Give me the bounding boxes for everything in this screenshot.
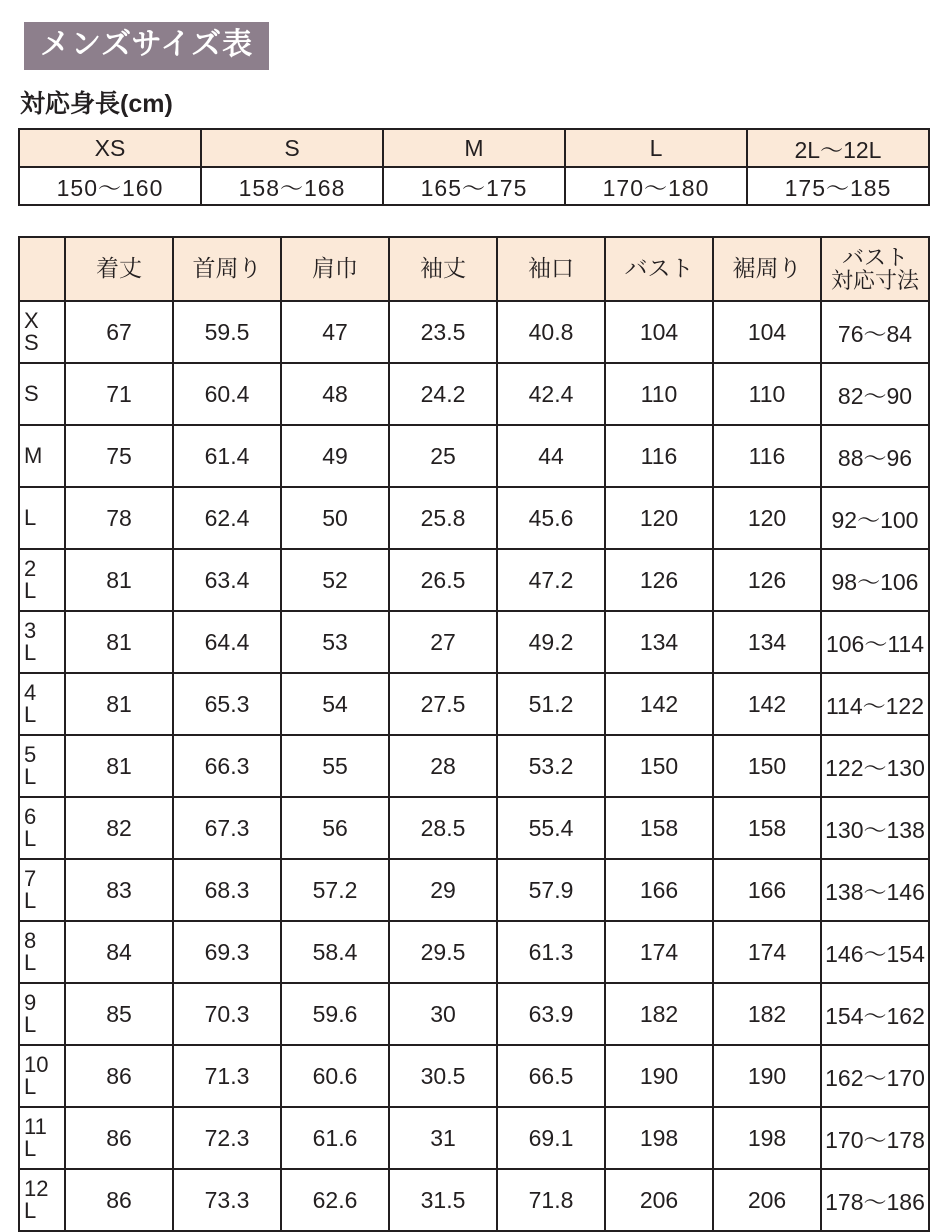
measurement-cell: 146〜154 <box>821 921 929 983</box>
measurement-table <box>18 236 930 1232</box>
table-row <box>19 301 929 363</box>
measurement-row-label-line: L <box>24 505 37 530</box>
measurement-cell: 66.3 <box>173 735 281 797</box>
measurement-cell: 86 <box>65 1045 173 1107</box>
measurement-cell: 178〜186 <box>821 1169 929 1231</box>
measurement-row-label-line: L <box>24 1012 37 1037</box>
measurement-row-label-line: L <box>24 578 37 603</box>
measurement-column-header: 肩巾 <box>281 237 389 301</box>
measurement-cell: 86 <box>65 1169 173 1231</box>
measurement-row-label <box>19 673 65 735</box>
measurement-row-label-line: 6 <box>24 804 37 829</box>
table-row <box>19 1107 929 1169</box>
measurement-cell: 25 <box>389 425 497 487</box>
measurement-cell: 26.5 <box>389 549 497 611</box>
measurement-row-label-line: L <box>24 888 37 913</box>
measurement-column-header-line: 対応寸法 <box>830 268 919 293</box>
table-row <box>19 859 929 921</box>
measurement-cell: 28.5 <box>389 797 497 859</box>
height-section-heading: 対応身長(cm) <box>20 90 173 118</box>
measurement-cell: 81 <box>65 673 173 735</box>
measurement-row-label <box>19 859 65 921</box>
measurement-cell: 67.3 <box>173 797 281 859</box>
measurement-cell: 71.8 <box>497 1169 605 1231</box>
measurement-cell: 81 <box>65 549 173 611</box>
table-row <box>19 487 929 549</box>
measurement-row-label-line: L <box>24 702 37 727</box>
measurement-cell: 142 <box>605 673 713 735</box>
measurement-cell: 63.4 <box>173 549 281 611</box>
measurement-cell: 158 <box>713 797 821 859</box>
measurement-cell: 158 <box>605 797 713 859</box>
measurement-cell: 44 <box>497 425 605 487</box>
measurement-cell: 53 <box>281 611 389 673</box>
measurement-cell: 69.1 <box>497 1107 605 1169</box>
measurement-cell: 150 <box>713 735 821 797</box>
measurement-cell: 81 <box>65 735 173 797</box>
measurement-row-label-line: L <box>24 950 37 975</box>
measurement-cell: 116 <box>605 425 713 487</box>
table-row <box>19 673 929 735</box>
table-row <box>19 1169 929 1231</box>
measurement-cell: 61.3 <box>497 921 605 983</box>
measurement-cell: 47 <box>281 301 389 363</box>
measurement-cell: 73.3 <box>173 1169 281 1231</box>
measurement-cell: 66.5 <box>497 1045 605 1107</box>
height-range-cell: 150〜160 <box>19 167 201 205</box>
measurement-row-label-line: 12 <box>24 1176 49 1201</box>
measurement-row-label <box>19 425 65 487</box>
measurement-row-label-line: L <box>24 1136 37 1161</box>
measurement-cell: 70.3 <box>173 983 281 1045</box>
measurement-row-label-line: L <box>24 826 37 851</box>
measurement-cell: 120 <box>605 487 713 549</box>
measurement-cell: 25.8 <box>389 487 497 549</box>
measurement-cell: 120 <box>713 487 821 549</box>
table-row <box>19 1045 929 1107</box>
measurement-row-label <box>19 487 65 549</box>
measurement-cell: 198 <box>605 1107 713 1169</box>
height-size-header: M <box>383 129 565 167</box>
measurement-column-header: 首周り <box>173 237 281 301</box>
height-size-header: 2L〜12L <box>747 129 929 167</box>
measurement-row-label-line: L <box>24 764 37 789</box>
page-title: メンズサイズ表 <box>24 22 269 70</box>
measurement-table-corner <box>19 237 65 301</box>
measurement-cell: 92〜100 <box>821 487 929 549</box>
measurement-cell: 42.4 <box>497 363 605 425</box>
measurement-row-label <box>19 1169 65 1231</box>
height-range-cell: 170〜180 <box>565 167 747 205</box>
measurement-cell: 98〜106 <box>821 549 929 611</box>
measurement-cell: 49 <box>281 425 389 487</box>
table-row <box>19 921 929 983</box>
measurement-cell: 84 <box>65 921 173 983</box>
measurement-row-label <box>19 921 65 983</box>
measurement-cell: 52 <box>281 549 389 611</box>
measurement-cell: 61.4 <box>173 425 281 487</box>
measurement-cell: 29.5 <box>389 921 497 983</box>
measurement-row-label-line: L <box>24 1074 37 1099</box>
measurement-cell: 49.2 <box>497 611 605 673</box>
measurement-column-header: バスト <box>605 237 713 301</box>
height-size-header: XS <box>19 129 201 167</box>
measurement-row-label <box>19 363 65 425</box>
measurement-cell: 67 <box>65 301 173 363</box>
measurement-cell: 50 <box>281 487 389 549</box>
measurement-cell: 62.4 <box>173 487 281 549</box>
measurement-cell: 170〜178 <box>821 1107 929 1169</box>
measurement-cell: 64.4 <box>173 611 281 673</box>
measurement-cell: 72.3 <box>173 1107 281 1169</box>
measurement-cell: 75 <box>65 425 173 487</box>
table-row <box>19 611 929 673</box>
measurement-column-header: 袖口 <box>497 237 605 301</box>
measurement-cell: 104 <box>713 301 821 363</box>
measurement-cell: 86 <box>65 1107 173 1169</box>
measurement-row-label-line: 7 <box>24 866 37 891</box>
measurement-cell: 81 <box>65 611 173 673</box>
table-row <box>19 797 929 859</box>
measurement-cell: 174 <box>713 921 821 983</box>
table-row <box>19 735 929 797</box>
height-size-header: S <box>201 129 383 167</box>
measurement-cell: 134 <box>605 611 713 673</box>
measurement-cell: 110 <box>713 363 821 425</box>
measurement-cell: 65.3 <box>173 673 281 735</box>
measurement-cell: 71 <box>65 363 173 425</box>
height-table <box>18 128 930 206</box>
measurement-cell: 206 <box>713 1169 821 1231</box>
measurement-cell: 47.2 <box>497 549 605 611</box>
measurement-row-label <box>19 549 65 611</box>
measurement-cell: 104 <box>605 301 713 363</box>
measurement-row-label-line: X <box>24 308 39 333</box>
height-table-value-row <box>19 167 929 205</box>
measurement-cell: 48 <box>281 363 389 425</box>
measurement-cell: 30 <box>389 983 497 1045</box>
measurement-cell: 166 <box>713 859 821 921</box>
measurement-cell: 31.5 <box>389 1169 497 1231</box>
measurement-row-label-line: 11 <box>24 1114 47 1139</box>
measurement-cell: 29 <box>389 859 497 921</box>
measurement-cell: 30.5 <box>389 1045 497 1107</box>
measurement-cell: 71.3 <box>173 1045 281 1107</box>
measurement-cell: 55 <box>281 735 389 797</box>
measurement-cell: 166 <box>605 859 713 921</box>
measurement-cell: 126 <box>605 549 713 611</box>
height-table-header-row <box>19 129 929 167</box>
measurement-cell: 59.6 <box>281 983 389 1045</box>
measurement-cell: 162〜170 <box>821 1045 929 1107</box>
measurement-cell: 60.4 <box>173 363 281 425</box>
measurement-cell: 182 <box>713 983 821 1045</box>
measurement-row-label-line: L <box>24 640 37 665</box>
measurement-cell: 60.6 <box>281 1045 389 1107</box>
measurement-cell: 23.5 <box>389 301 497 363</box>
measurement-row-label <box>19 797 65 859</box>
measurement-cell: 27.5 <box>389 673 497 735</box>
measurement-cell: 51.2 <box>497 673 605 735</box>
measurement-cell: 134 <box>713 611 821 673</box>
height-size-header: L <box>565 129 747 167</box>
measurement-cell: 126 <box>713 549 821 611</box>
measurement-cell: 28 <box>389 735 497 797</box>
height-range-cell: 165〜175 <box>383 167 565 205</box>
measurement-cell: 69.3 <box>173 921 281 983</box>
measurement-table-body <box>19 301 929 1231</box>
measurement-column-header: 袖丈 <box>389 237 497 301</box>
measurement-cell: 76〜84 <box>821 301 929 363</box>
measurement-cell: 206 <box>605 1169 713 1231</box>
measurement-cell: 182 <box>605 983 713 1045</box>
measurement-cell: 83 <box>65 859 173 921</box>
measurement-column-header <box>821 237 929 301</box>
measurement-cell: 130〜138 <box>821 797 929 859</box>
measurement-row-label-line: 8 <box>24 928 37 953</box>
section-spacer <box>14 206 926 236</box>
measurement-cell: 31 <box>389 1107 497 1169</box>
measurement-cell: 56 <box>281 797 389 859</box>
measurement-cell: 58.4 <box>281 921 389 983</box>
measurement-cell: 150 <box>605 735 713 797</box>
measurement-row-label <box>19 611 65 673</box>
measurement-row-label <box>19 301 65 363</box>
measurement-row-label-line: S <box>24 381 39 406</box>
table-row <box>19 425 929 487</box>
measurement-cell: 27 <box>389 611 497 673</box>
height-range-cell: 175〜185 <box>747 167 929 205</box>
measurement-row-label-line: 9 <box>24 990 37 1015</box>
measurement-row-label <box>19 735 65 797</box>
measurement-cell: 190 <box>605 1045 713 1107</box>
measurement-cell: 59.5 <box>173 301 281 363</box>
measurement-cell: 82〜90 <box>821 363 929 425</box>
measurement-cell: 122〜130 <box>821 735 929 797</box>
measurement-cell: 142 <box>713 673 821 735</box>
measurement-row-label-line: L <box>24 1198 37 1223</box>
measurement-table-header-row <box>19 237 929 301</box>
measurement-row-label <box>19 1045 65 1107</box>
measurement-cell: 55.4 <box>497 797 605 859</box>
measurement-row-label-line: S <box>24 330 39 355</box>
measurement-cell: 40.8 <box>497 301 605 363</box>
measurement-column-header-line: バスト <box>841 244 908 270</box>
measurement-row-label <box>19 1107 65 1169</box>
measurement-cell: 198 <box>713 1107 821 1169</box>
table-row <box>19 549 929 611</box>
measurement-cell: 57.9 <box>497 859 605 921</box>
height-range-cell: 158〜168 <box>201 167 383 205</box>
measurement-cell: 114〜122 <box>821 673 929 735</box>
measurement-cell: 45.6 <box>497 487 605 549</box>
measurement-cell: 54 <box>281 673 389 735</box>
measurement-row-label-line: 3 <box>24 618 37 643</box>
measurement-cell: 61.6 <box>281 1107 389 1169</box>
measurement-row-label-line: 10 <box>24 1052 49 1077</box>
measurement-row-label-line: 4 <box>24 680 37 705</box>
measurement-cell: 106〜114 <box>821 611 929 673</box>
measurement-cell: 88〜96 <box>821 425 929 487</box>
measurement-cell: 116 <box>713 425 821 487</box>
measurement-column-header: 着丈 <box>65 237 173 301</box>
measurement-cell: 78 <box>65 487 173 549</box>
measurement-row-label-line: 5 <box>24 742 37 767</box>
measurement-cell: 138〜146 <box>821 859 929 921</box>
measurement-cell: 82 <box>65 797 173 859</box>
measurement-cell: 85 <box>65 983 173 1045</box>
measurement-cell: 62.6 <box>281 1169 389 1231</box>
measurement-row-label-line: 2 <box>24 556 37 581</box>
measurement-row-label <box>19 983 65 1045</box>
measurement-column-header: 裾周り <box>713 237 821 301</box>
measurement-row-label-line: M <box>24 443 43 468</box>
measurement-cell: 24.2 <box>389 363 497 425</box>
measurement-cell: 68.3 <box>173 859 281 921</box>
measurement-cell: 57.2 <box>281 859 389 921</box>
measurement-cell: 174 <box>605 921 713 983</box>
measurement-cell: 63.9 <box>497 983 605 1045</box>
measurement-cell: 110 <box>605 363 713 425</box>
table-row <box>19 363 929 425</box>
table-row <box>19 983 929 1045</box>
measurement-cell: 190 <box>713 1045 821 1107</box>
measurement-cell: 53.2 <box>497 735 605 797</box>
measurement-cell: 154〜162 <box>821 983 929 1045</box>
